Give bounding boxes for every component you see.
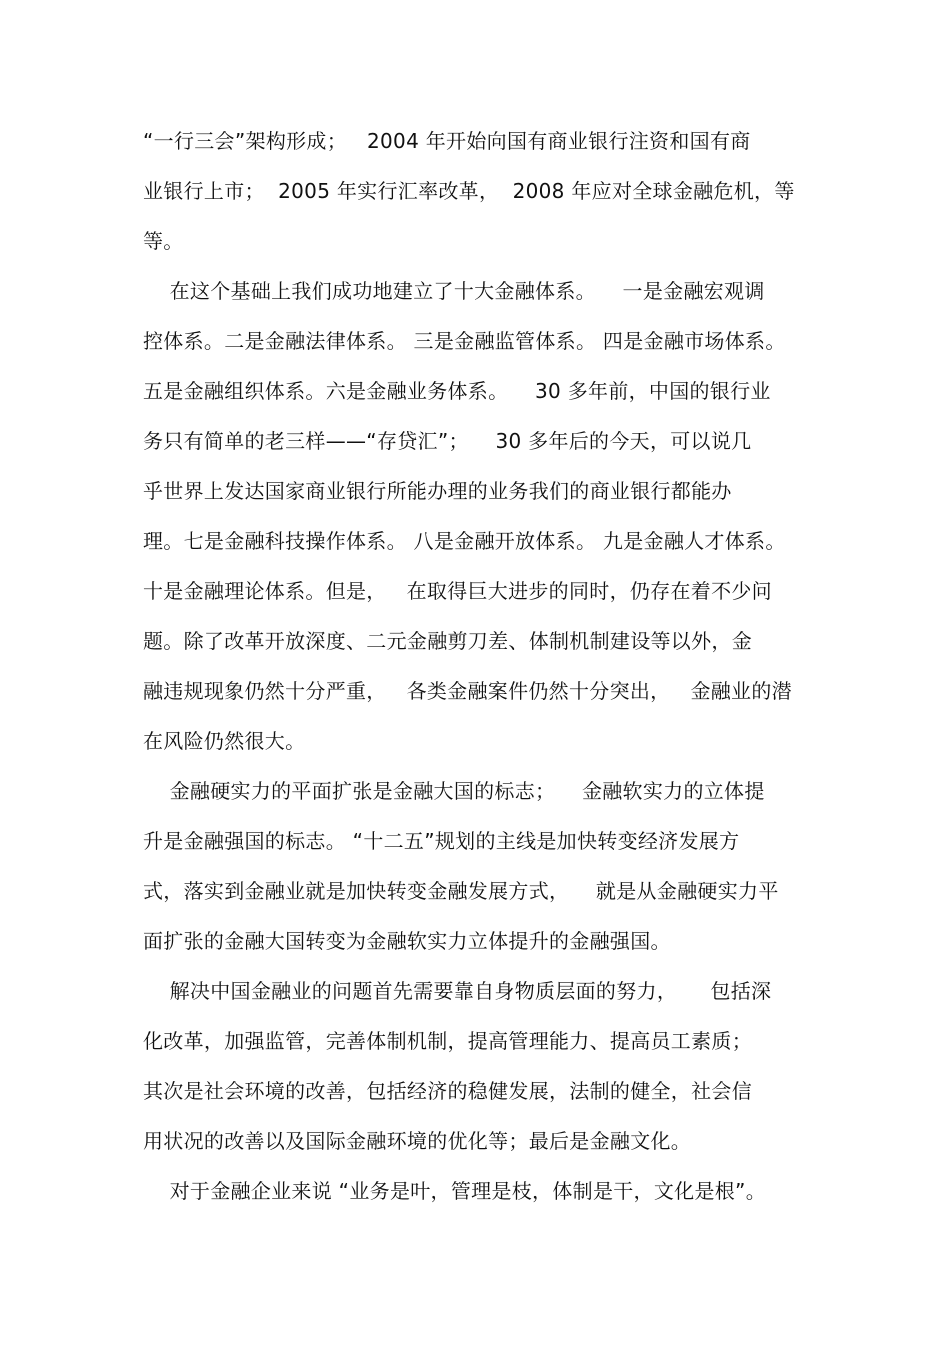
text-line: 对于金融企业来说 “业务是叶，管理是枝，体制是干，文化是根”。	[143, 1179, 767, 1203]
text-line: 理。七是金融科技操作体系。 八是金融开放体系。 九是金融人才体系。	[143, 529, 786, 553]
text-line: 化改革，加强监管，完善体制机制，提高管理能力、提高员工素质；	[143, 1029, 752, 1053]
text-line: 升是金融强国的标志。 “十二五”规划的主线是加快转变经济发展方	[143, 829, 740, 853]
text-line: 在这个基础上我们成功地建立了十大金融体系。 一是金融宏观调	[143, 279, 765, 303]
text-line: 控体系。二是金融法律体系。 三是金融监管体系。 四是金融市场体系。	[143, 329, 786, 353]
text-line: 式，落实到金融业就是加快转变金融发展方式， 就是从金融硬实力平	[143, 879, 779, 903]
text-line: 金融硬实力的平面扩张是金融大国的标志； 金融软实力的立体提	[143, 779, 765, 803]
text-line: 题。除了改革开放深度、二元金融剪刀差、体制机制建设等以外，金	[143, 629, 752, 653]
text-line: 五是金融组织体系。六是金融业务体系。 30 多年前，中国的银行业	[143, 379, 771, 403]
text-line: 其次是社会环境的改善，包括经济的稳健发展，法制的健全，社会信	[143, 1079, 752, 1103]
text-line: 十是金融理论体系。但是， 在取得巨大进步的同时，仍存在着不少问	[143, 579, 772, 603]
text-line: 在风险仍然很大。	[143, 729, 306, 753]
text-line: 乎世界上发达国家商业银行所能办理的业务我们的商业银行都能办	[143, 479, 732, 503]
text-line: 务只有简单的老三样——“存贷汇”； 30 多年后的今天，可以说几	[143, 429, 752, 453]
text-line: 等。	[143, 229, 184, 253]
text-line: 用状况的改善以及国际金融环境的优化等；最后是金融文化。	[143, 1129, 692, 1153]
text-line: 解决中国金融业的问题首先需要靠自身物质层面的努力， 包括深	[143, 979, 772, 1003]
text-line: 融违规现象仍然十分严重， 各类金融案件仍然十分突出， 金融业的潜	[143, 679, 792, 703]
text-line: 面扩张的金融大国转变为金融软实力立体提升的金融强国。	[143, 929, 671, 953]
text-line: 业银行上市； 2005 年实行汇率改革， 2008 年应对全球金融危机，等	[143, 179, 795, 203]
text-line: “一行三会”架构形成； 2004 年开始向国有商业银行注资和国有商	[143, 129, 751, 153]
